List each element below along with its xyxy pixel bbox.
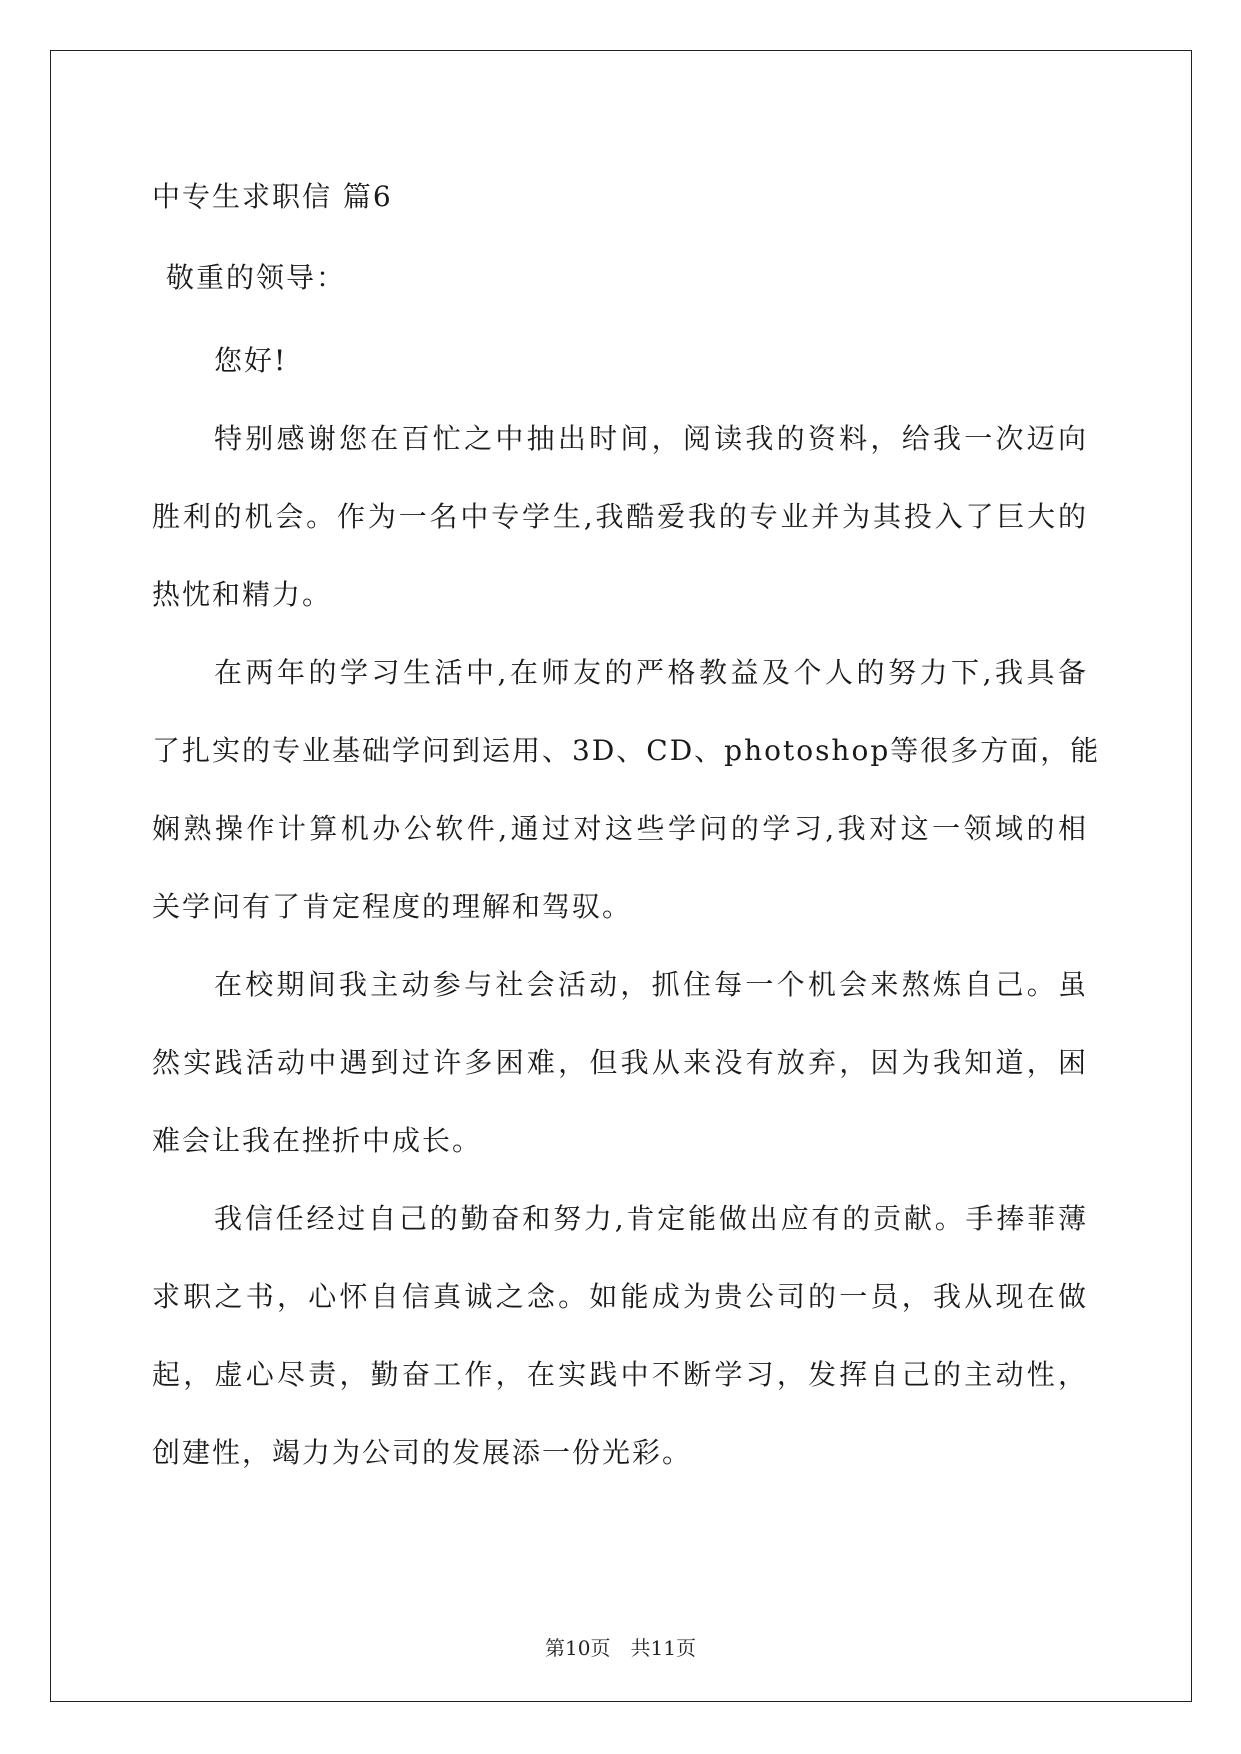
- paragraph-line: 关学问有了肯定程度的理解和驾驭。: [152, 890, 633, 923]
- paragraph-line: 起，虚心尽责，勤奋工作，在实践中不断学习，发挥自己的主动性，: [152, 1358, 1088, 1391]
- paragraph-2: [152, 634, 1101, 946]
- paragraph-line: 了扎实的专业基础学问到运用、3D、CD、photoshop等很多方面，能: [152, 734, 1101, 767]
- paragraph-line: 我信任经过自己的勤奋和努力,肯定能做出应有的贡献。手捧菲薄: [214, 1202, 1088, 1235]
- paragraph-line: 求职之书，心怀自信真诚之念。如能成为贵公司的一员，我从现在做: [152, 1280, 1088, 1313]
- page-total: 共11页: [630, 1636, 696, 1660]
- paragraph-4: [152, 1180, 1088, 1492]
- paragraph-line: 难会让我在挫折中成长。: [152, 1124, 483, 1157]
- salutation: 敬重的领导：: [166, 261, 347, 294]
- paragraph-line: 创建性，竭力为公司的发展添一份光彩。: [152, 1436, 693, 1469]
- paragraph-line: 在校期间我主动参与社会活动，抓住每一个机会来熬炼自己。虽: [214, 968, 1088, 1001]
- page-number: 第10页: [545, 1636, 611, 1660]
- paragraph-1: [152, 400, 1088, 634]
- paragraph-3: [152, 946, 1088, 1180]
- letter-body: [152, 160, 1101, 1492]
- paragraph-line: 然实践活动中遇到过许多困难，但我从来没有放弃，因为我知道，困: [152, 1046, 1088, 1079]
- paragraph-line: 热忱和精力。: [152, 578, 333, 611]
- greeting: 您好!: [214, 344, 288, 377]
- paragraph-line: 在两年的学习生活中,在师友的严格教益及个人的努力下,我具备: [214, 656, 1088, 689]
- paragraph-line: 特别感谢您在百忙之中抽出时间，阅读我的资料，给我一次迈向: [214, 422, 1088, 455]
- document-title: 中专生求职信 篇6: [152, 180, 393, 213]
- page-footer: [0, 1632, 1241, 1661]
- paragraph-line: 胜利的机会。作为一名中专学生,我酷爱我的专业并为其投入了巨大的: [152, 500, 1088, 533]
- paragraph-line: 娴熟操作计算机办公软件,通过对这些学问的学习,我对这一领域的相: [152, 812, 1088, 845]
